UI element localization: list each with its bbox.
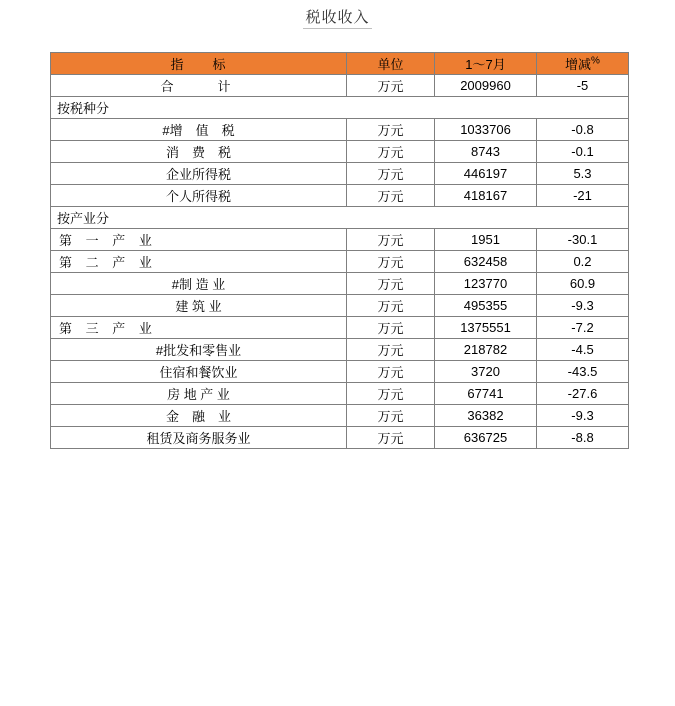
row-change: -0.8 <box>537 119 629 141</box>
row-change: -43.5 <box>537 361 629 383</box>
row-label: 第 二 产 业 <box>51 251 347 273</box>
row-section-label: 按产业分 <box>51 207 629 229</box>
row-label: 建 筑 业 <box>51 295 347 317</box>
row-label: 房 地 产 业 <box>51 383 347 405</box>
table-row <box>51 273 629 295</box>
row-value: 632458 <box>435 251 537 273</box>
row-unit: 万元 <box>347 119 435 141</box>
row-value: 8743 <box>435 141 537 163</box>
table-row <box>51 97 629 119</box>
row-value: 495355 <box>435 295 537 317</box>
row-section-label: 按税种分 <box>51 97 629 119</box>
row-unit: 万元 <box>347 383 435 405</box>
table-row <box>51 163 629 185</box>
row-change: -5 <box>537 75 629 97</box>
row-unit: 万元 <box>347 339 435 361</box>
row-value: 1033706 <box>435 119 537 141</box>
row-change: -4.5 <box>537 339 629 361</box>
row-label: 住宿和餐饮业 <box>51 361 347 383</box>
page-title-text: 税收收入 <box>303 9 371 29</box>
table-row <box>51 185 629 207</box>
page-title <box>0 6 675 27</box>
row-change: -7.2 <box>537 317 629 339</box>
table-row <box>51 207 629 229</box>
table-row <box>51 361 629 383</box>
table-row <box>51 339 629 361</box>
row-change: -9.3 <box>537 405 629 427</box>
row-change: 0.2 <box>537 251 629 273</box>
table-row <box>51 119 629 141</box>
column-header-indicator: 指 标 <box>51 53 347 75</box>
row-label: 企业所得税 <box>51 163 347 185</box>
table-row <box>51 295 629 317</box>
table-row <box>51 317 629 339</box>
table-row <box>51 229 629 251</box>
row-value: 418167 <box>435 185 537 207</box>
row-unit: 万元 <box>347 163 435 185</box>
row-unit: 万元 <box>347 361 435 383</box>
table-header <box>51 53 629 75</box>
row-unit: 万元 <box>347 75 435 97</box>
table-row <box>51 405 629 427</box>
column-header-growth-label: 增减 <box>565 57 592 72</box>
row-value: 636725 <box>435 427 537 449</box>
row-change: -8.8 <box>537 427 629 449</box>
row-change: -27.6 <box>537 383 629 405</box>
row-unit: 万元 <box>347 295 435 317</box>
row-change: 60.9 <box>537 273 629 295</box>
row-value: 36382 <box>435 405 537 427</box>
row-label: 个人所得税 <box>51 185 347 207</box>
row-unit: 万元 <box>347 141 435 163</box>
table-row <box>51 383 629 405</box>
row-label: 消 费 税 <box>51 141 347 163</box>
row-unit: 万元 <box>347 229 435 251</box>
row-value: 1375551 <box>435 317 537 339</box>
row-label: 金 融 业 <box>51 405 347 427</box>
row-value: 218782 <box>435 339 537 361</box>
row-value: 67741 <box>435 383 537 405</box>
row-label: 第 三 产 业 <box>51 317 347 339</box>
row-change: -0.1 <box>537 141 629 163</box>
row-change: -21 <box>537 185 629 207</box>
table-header-row <box>51 53 629 75</box>
row-value: 1951 <box>435 229 537 251</box>
column-header-growth-unit: % <box>591 55 600 67</box>
row-change: -9.3 <box>537 295 629 317</box>
row-change: 5.3 <box>537 163 629 185</box>
row-value: 3720 <box>435 361 537 383</box>
row-label: 租赁及商务服务业 <box>51 427 347 449</box>
row-label: 第 一 产 业 <box>51 229 347 251</box>
row-label: #批发和零售业 <box>51 339 347 361</box>
row-unit: 万元 <box>347 317 435 339</box>
row-unit: 万元 <box>347 273 435 295</box>
table-row <box>51 427 629 449</box>
column-header-growth <box>537 53 629 75</box>
row-value: 123770 <box>435 273 537 295</box>
row-label: #增 值 税 <box>51 119 347 141</box>
table-row <box>51 75 629 97</box>
column-header-unit: 单位 <box>347 53 435 75</box>
column-header-period: 1～7月 <box>435 53 537 75</box>
tax-revenue-table <box>50 52 629 449</box>
row-label: #制 造 业 <box>51 273 347 295</box>
row-value: 2009960 <box>435 75 537 97</box>
row-unit: 万元 <box>347 405 435 427</box>
row-unit: 万元 <box>347 427 435 449</box>
table-row <box>51 251 629 273</box>
row-unit: 万元 <box>347 251 435 273</box>
table-row <box>51 141 629 163</box>
row-value: 446197 <box>435 163 537 185</box>
row-label: 合 计 <box>51 75 347 97</box>
row-change: -30.1 <box>537 229 629 251</box>
row-unit: 万元 <box>347 185 435 207</box>
table-body <box>51 75 629 449</box>
